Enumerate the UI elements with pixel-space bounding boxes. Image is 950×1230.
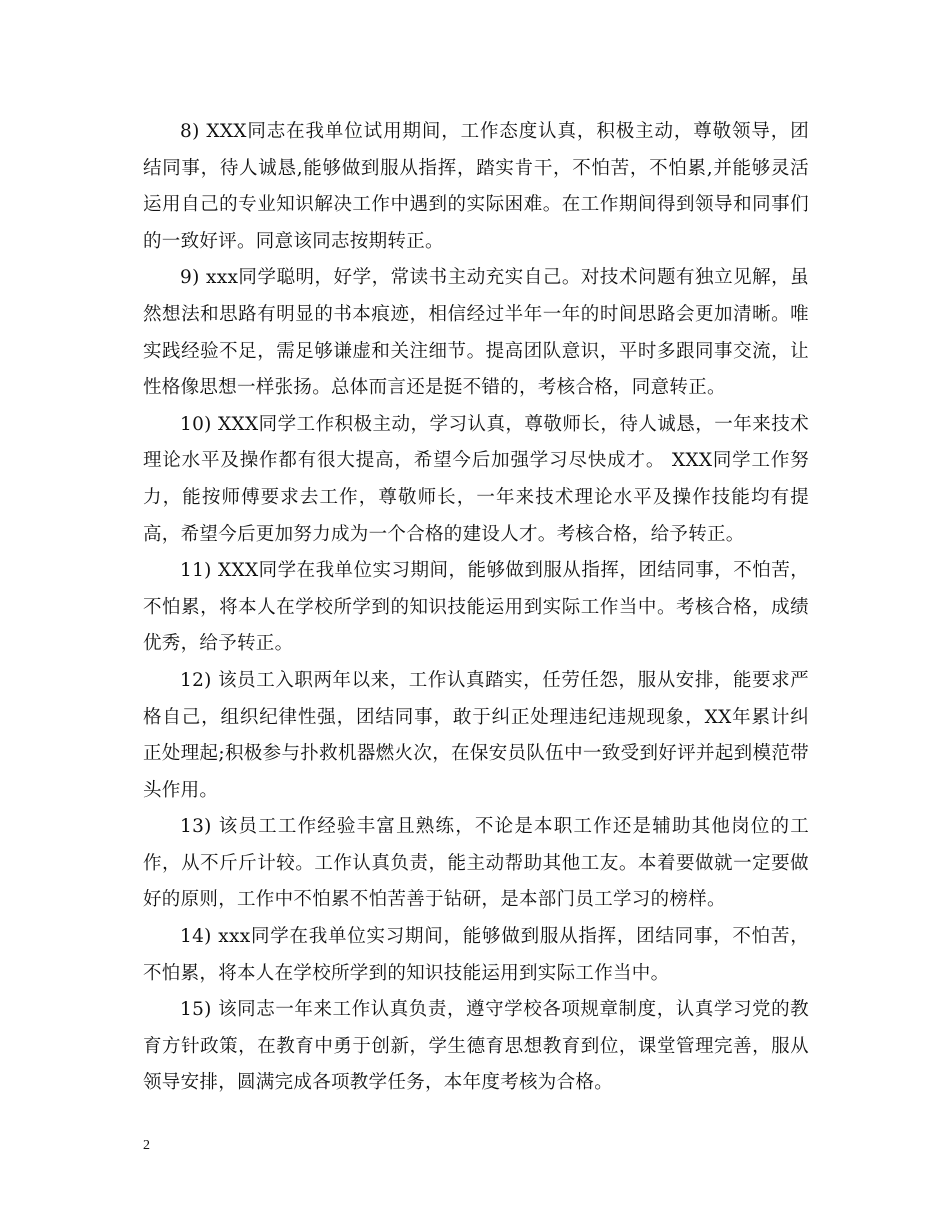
paragraph-9: 9) xxx同学聪明，好学，常读书主动充实自己。对技术问题有独立见解，虽然想法和思路有明显的书本痕迹，相信经过半年一年的时间思路会更加清晰。唯实践经验不足，需足够谦虚和关注细节。提高团队意识，平时多跟同事交流，让性格像思想一样张扬。总体而言还是挺不错的，考核合格，同意转正。 xyxy=(143,267,809,399)
paragraph-12: 12) 该员工入职两年以来，工作认真踏实，任劳任怨，服从安排，能要求严格自己，组织纪律性强，团结同事，敢于纠正处理违纪违规现象，XX年累计纠正处理起;积极参与扑救机器燃火次，在保安员队伍中一致受到好评并起到模范带头作用。 xyxy=(143,669,809,801)
body-text xyxy=(143,114,809,1102)
paragraph-10: 10) XXX同学工作积极主动，学习认真，尊敬师长，待人诚恳，一年来技术理论水平及操作都有很大提高，希望今后加强学习尽快成才。 XXX同学工作努力，能按师傅要求去工作，尊敬师长，一年来技术理论水平及操作技能均有提高，希望今后更加努力成为一个合格的建设人才。考核合格，给予转正。 xyxy=(143,413,809,545)
page-number: 2 xyxy=(143,1138,150,1153)
paragraph-8: 8) XXX同志在我单位试用期间，工作态度认真，积极主动，尊敬领导，团结同事，待人诚恳,能够做到服从指挥，踏实肯干，不怕苦，不怕累,并能够灵活运用自己的专业知识解决工作中遇到的实际困难。在工作期间得到领导和同事们的一致好评。同意该同志按期转正。 xyxy=(143,121,809,252)
paragraph-13: 13) 该员工工作经验丰富且熟练，不论是本职工作还是辅助其他岗位的工作，从不斤斤计较。工作认真负责，能主动帮助其他工友。本着要做就一定要做好的原则，工作中不怕累不怕苦善于钻研，是本部门员工学习的榜样。 xyxy=(143,816,809,911)
paragraph-14: 14) xxx同学在我单位实习期间，能够做到服从指挥，团结同事，不怕苦，不怕累，将本人在学校所学到的知识技能运用到实际工作当中。 xyxy=(143,926,809,984)
paragraph-11: 11) XXX同学在我单位实习期间，能够做到服从指挥，团结同事，不怕苦，不怕累，将本人在学校所学到的知识技能运用到实际工作当中。考核合格，成绩优秀，给予转正。 xyxy=(143,560,809,655)
paragraph-15: 15) 该同志一年来工作认真负责，遵守学校各项规章制度，认真学习党的教育方针政策，在教育中勇于创新，学生德育思想教育到位，课堂管理完善，服从领导安排，圆满完成各项教学任务，本年度考核为合格。 xyxy=(143,999,809,1094)
